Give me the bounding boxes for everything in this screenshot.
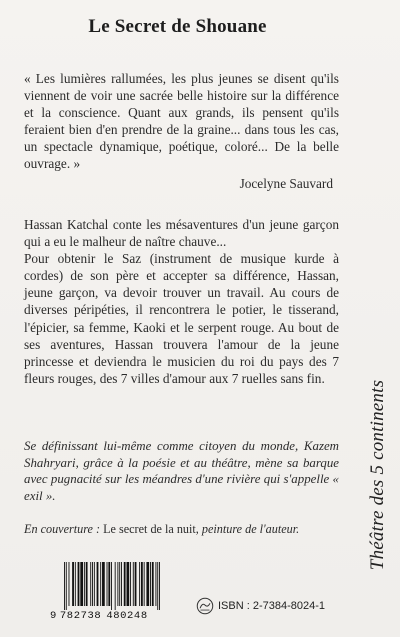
barcode-bar xyxy=(130,562,131,606)
barcode-bar xyxy=(100,562,101,606)
barcode-bar xyxy=(108,562,110,606)
barcode-bar xyxy=(111,562,112,610)
book-title: Le Secret de Shouane xyxy=(88,16,267,37)
barcode-bar xyxy=(75,562,76,606)
barcode-group-2: 480248 xyxy=(106,610,148,622)
barcode-bar xyxy=(139,562,140,606)
author-bio: Se définissant lui-même comme citoyen du monde, Kazem Shahryari, grâce à la poésie et au théâtre, mène sa barque avec pugnacité sur les méandres d'une rivière qui s'appelle « exil ». xyxy=(24,439,339,503)
barcode-bar xyxy=(135,562,137,606)
harmattan-logo-icon xyxy=(196,597,214,615)
barcode-bar xyxy=(86,562,88,606)
quote-author: Jocelyne Sauvard xyxy=(239,175,333,191)
barcode xyxy=(50,562,162,622)
cover-credit-work: Le secret de la nuit, xyxy=(103,522,199,536)
barcode-bar xyxy=(150,562,151,606)
barcode-lead-digit: 9 xyxy=(50,610,57,622)
barcode-group-1: 782738 xyxy=(59,610,102,622)
press-quote xyxy=(24,70,339,192)
barcode-bar xyxy=(141,562,143,606)
barcode-bar xyxy=(80,562,83,606)
cover-credit-label: En couverture : xyxy=(24,522,101,536)
barcode-bar xyxy=(155,562,156,606)
barcode-bar xyxy=(121,562,122,606)
barcode-bar xyxy=(64,562,65,610)
barcode-bar xyxy=(84,562,85,606)
barcode-bar xyxy=(94,562,95,606)
barcode-bar xyxy=(119,562,120,606)
barcode-bars xyxy=(64,562,160,610)
cover-credit-painter: peinture de l'auteur. xyxy=(201,522,300,536)
barcode-bar xyxy=(159,562,160,610)
quote-text: « Les lumières rallumées, les plus jeunes se disent qu'ils viennent de voir une sacrée belle histoire sur la différence et la conscience. Quant aux grands, ils pensent qu'ils feraient bien d'en prendre de la graine... dans tous les cas, un spectacle dynamique, poétique, coloré... De la belle ouvrage. » xyxy=(24,71,339,172)
barcode-bar xyxy=(69,562,70,606)
barcode-bar xyxy=(152,562,154,606)
barcode-bar xyxy=(117,562,118,606)
synopsis xyxy=(24,216,339,387)
barcode-bar xyxy=(124,562,126,606)
isbn-text: ISBN : 2-7384-8024-1 xyxy=(218,600,326,612)
isbn-block xyxy=(196,596,325,616)
barcode-bar xyxy=(78,562,80,606)
barcode-bar xyxy=(107,562,108,606)
synopsis-paragraph-1: Hassan Katchal conte les mésaventures d'un jeune garçon qui a eu le malheur de naître chauve... xyxy=(24,217,339,250)
barcode-bar xyxy=(72,562,74,606)
barcode-bar xyxy=(115,562,116,610)
series-title xyxy=(364,330,392,620)
barcode-number xyxy=(50,610,170,622)
series-title-text: Théâtre des 5 continents xyxy=(367,379,388,571)
cover-credit xyxy=(24,522,344,537)
barcode-bar xyxy=(146,562,149,606)
barcode-bar xyxy=(97,562,99,606)
barcode-bar xyxy=(144,562,145,606)
barcode-bar xyxy=(92,562,93,606)
barcode-bar xyxy=(157,562,158,610)
barcode-bar xyxy=(66,562,67,610)
synopsis-paragraph-2: Pour obtenir le Saz (instrument de musique kurde à cordes) de son père et accepter sa différence, Hassan, jeune garçon, va devoir trouver un travail. Au cours de diverses péripéties, il rencontrera le potier, le tisserand, l'épicier, sa femme, Kaoki et le serpent rouge. Au bout de ses aventures, Hassan trouvera l'amour de la jeune princesse et deviendra le musicien du roi du pays des 7 fleurs rouges, des 7 villes d'amour aux 7 ruelles sans fin. xyxy=(24,251,339,386)
barcode-bar xyxy=(126,562,129,606)
barcode-bar xyxy=(102,562,105,606)
barcode-bar xyxy=(133,562,134,606)
barcode-bar xyxy=(90,562,91,606)
